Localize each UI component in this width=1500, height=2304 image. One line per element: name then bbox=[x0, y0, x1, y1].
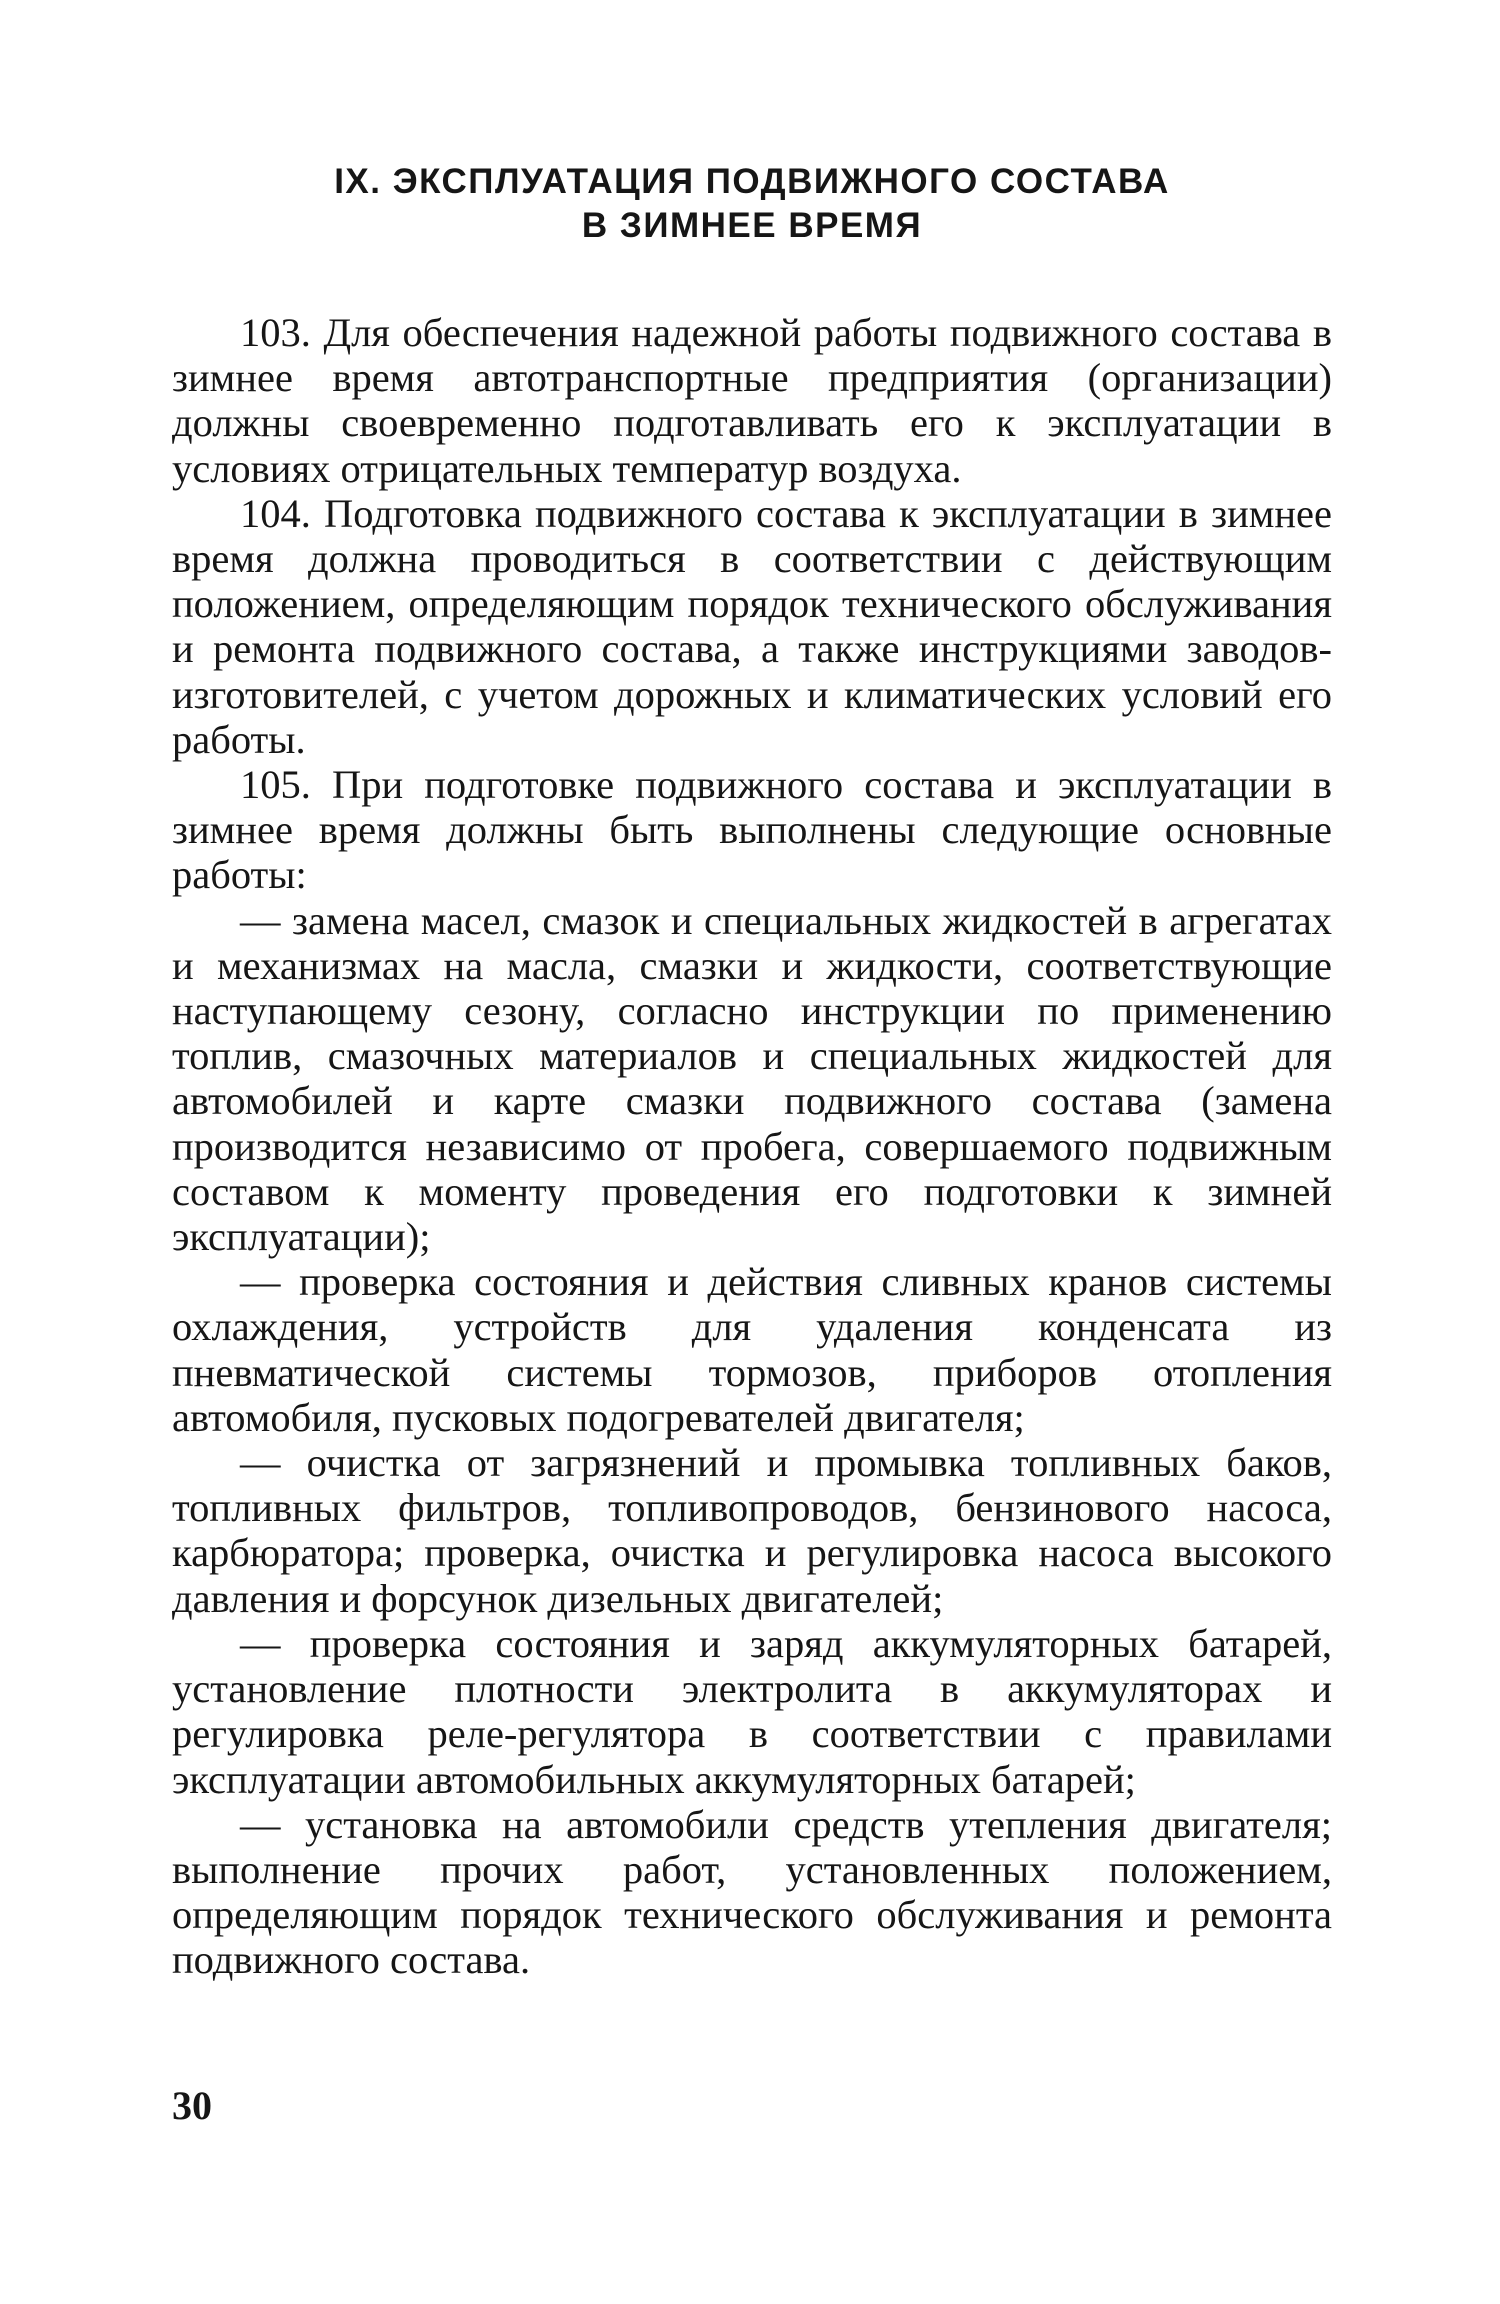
list-item-battery-check: — проверка состояния и заряд аккумуляторных батарей, установление плотности электролита в аккумуляторах и регулировка реле-регулятора в соответствии с правилами эксплуатации автомобильных аккумуляторных батарей; bbox=[172, 1620, 1332, 1802]
paragraph-105: 105. При подготовке подвижного состава и эксплуатации в зимнее время должны быть выполнены следующие основные работы: bbox=[172, 762, 1332, 898]
paragraph-104: 104. Подготовка подвижного состава к эксплуатации в зимнее время должна проводиться в соответствии с действующим положением, определяющим порядок технического обслуживания и ремонта подвижного состава, а также инструкциями заводов-изготовителей, с учетом дорожных и климатических условий его работы. bbox=[172, 490, 1332, 762]
list-item-fuel-system-cleaning: — очистка от загрязнений и промывка топливных баков, топливных фильтров, топливопроводов, бензинового насоса, карбюратора; проверка, очистка и регулировка насоса высокого давления и форсунок дизельных двигателей; bbox=[172, 1440, 1332, 1621]
page-content bbox=[172, 160, 1332, 1983]
list-item-engine-insulation: — установка на автомобили средств утепления двигателя; выполнение прочих работ, установленных положением, определяющим порядок технического обслуживания и ремонта подвижного состава. bbox=[172, 1801, 1332, 1983]
page-number: 30 bbox=[172, 2083, 212, 2128]
section-title-line-2: В ЗИМНЕЕ ВРЕМЯ bbox=[581, 206, 923, 245]
list-item-oil-replacement: — замена масел, смазок и специальных жидкостей в агрегатах и механизмах на масла, смазки и жидкости, соответствующие наступающему сезону, согласно инструкции по применению топлив, смазочных материалов и специальных жидкостей для автомобилей и карте смазки подвижного состава (замена производится независимо от пробега, совершаемого подвижным составом к моменту проведения его подготовки к зимней эксплуатации); bbox=[172, 897, 1332, 1260]
section-title bbox=[172, 160, 1332, 248]
paragraph-103: 103. Для обеспечения надежной работы подвижного состава в зимнее время автотранспортные предприятия (организации) должны своевременно подготавливать его к эксплуатации в условиях отрицательных температур воздуха. bbox=[172, 310, 1332, 491]
section-title-line-1: IX. ЭКСПЛУАТАЦИЯ ПОДВИЖНОГО СОСТАВА bbox=[334, 162, 1170, 201]
list-item-cooling-check: — проверка состояния и действия сливных кранов системы охлаждения, устройств для удаления конденсата из пневматической системы тормозов, приборов отопления автомобиля, пусковых подогревателей двигателя; bbox=[172, 1259, 1332, 1440]
